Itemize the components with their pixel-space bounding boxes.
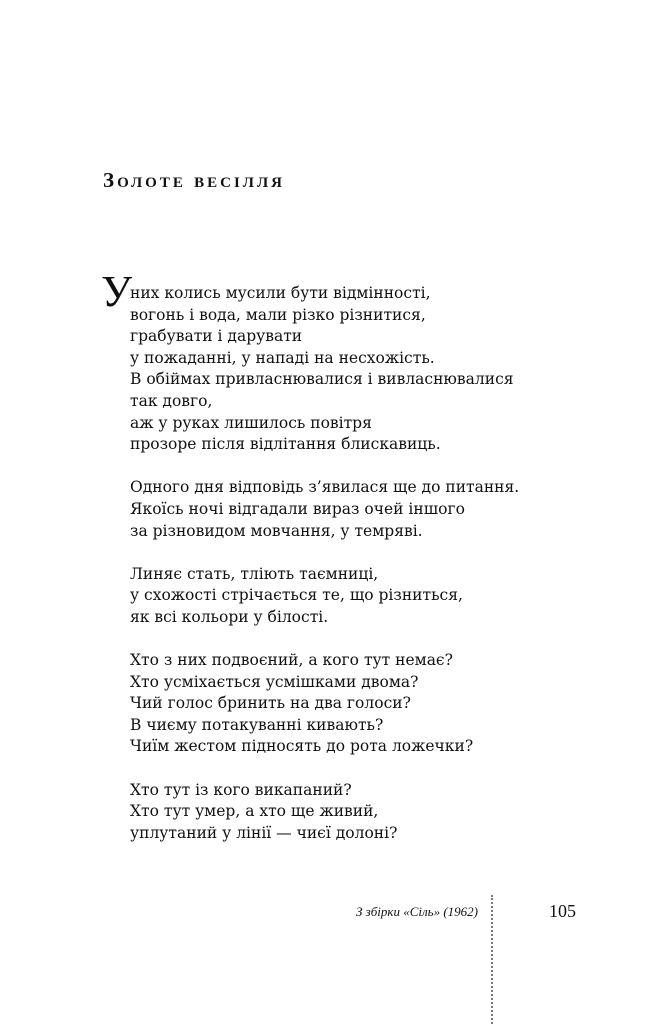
poem-line: В чиєму потакуванні кивають? [130,715,384,734]
stanza [130,780,600,845]
poem-line: за різновидом мовчання, у темряві. [130,521,423,540]
poem-title: Золоте весілля [103,168,285,192]
poem-line: Чий голос бринить на два голоси? [130,694,411,713]
page-number: 105 [549,901,576,921]
poem-line: уплутаний у лінії — чиєї долоні? [130,823,398,842]
poem-line: Хто з них подвоєний, а кого тут немає? [130,651,453,670]
dotted-divider [491,895,493,1024]
poem-line: так довго, [130,391,213,410]
stanza [130,477,600,542]
poem-line: аж у руках лишилось повітря [130,413,372,432]
poem-line: Хто тут умер, а хто ще живий, [130,802,379,821]
poem-line: Якоїсь ночі відгадали вираз очей іншого [130,499,465,518]
poem-line: них колись мусили бути відмінності, [130,284,431,302]
poem-line: як всі кольори у білості. [130,607,329,626]
poem-line: прозоре після відлітання блискавиць. [130,435,441,454]
poem-line: В обіймах привласнювалися і вивласнювалися [130,370,514,389]
poem-line: Хто тут із кого викапаний? [130,780,352,799]
poem-line: у схожості стрічається те, що різниться, [130,586,463,605]
poem-line: Одного дня відповідь з’явилася ще до питання. [130,478,520,497]
poem-body [101,267,600,866]
poem-line: Линяє стать, тліють таємниці, [130,564,379,583]
stanza [130,283,600,456]
poem-line: вогонь і вода, мали різко різнитися, [130,305,426,324]
poem-line: у пожаданні, у нападі на несхожість. [130,348,435,367]
stanza [130,650,600,758]
stanza [130,564,600,629]
source-note: З збірки «Сіль» (1962) [355,904,478,919]
poem-line: грабувати і дарувати [130,327,303,346]
poem-line: Чиїм жестом підносять до рота ложечки? [130,737,474,756]
drop-cap: У [101,267,133,316]
poem-line: Хто усміхається усмішками двома? [130,672,419,691]
